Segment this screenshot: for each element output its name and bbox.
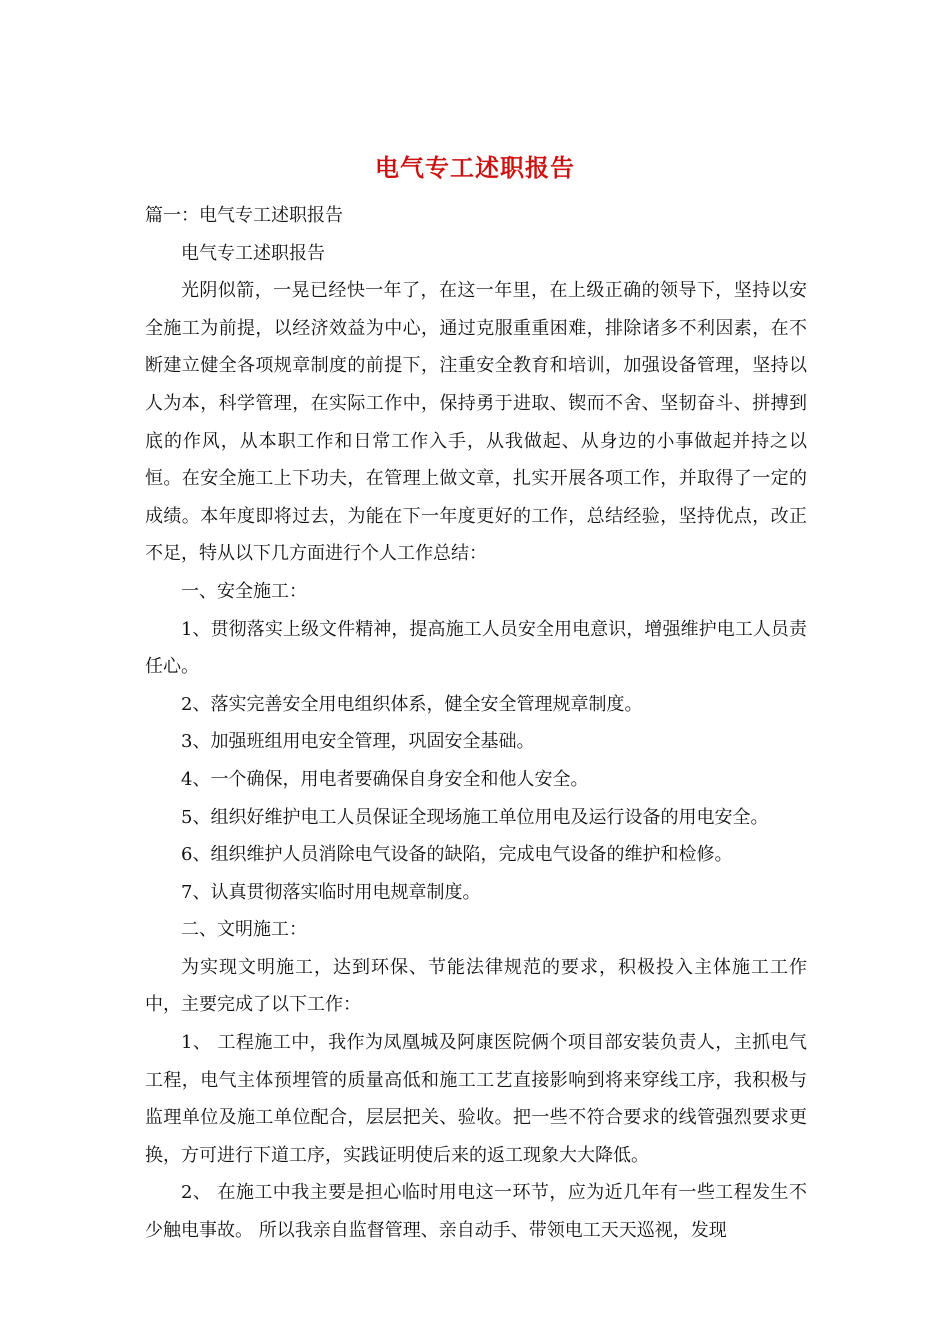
- paragraph: 篇一：电气专工述职报告: [145, 205, 343, 226]
- paragraph: 一、安全施工：: [181, 580, 307, 602]
- paragraph: 2、落实完善安全用电组织体系，健全安全管理规章制度。: [181, 693, 643, 715]
- paragraph: 3、加强班组用电安全管理，巩固安全基础。: [181, 731, 535, 753]
- paragraph: 为实现文明施工，达到环保、节能法律规范的要求，积极投入主体施工工作中，主要完成了以下工作：: [145, 956, 807, 1016]
- paragraph: 2、 在施工中我主要是担心临时用电这一环节，应为近几年有一些工程发生不少触电事故。 所以我亲自监督管理、亲自动手、带领电工天天巡视，发现: [145, 1182, 807, 1242]
- paragraph: 4、一个确保，用电者要确保自身安全和他人安全。: [181, 768, 589, 790]
- paragraph: 5、组织好维护电工人员保证全现场施工单位用电及运行设备的用电安全。: [181, 806, 769, 828]
- paragraph: 1、 工程施工中，我作为凤凰城及阿康医院俩个项目部安装负责人，主抓电气工程，电气主体预埋管的质量高低和施工工艺直接影响到将来穿线工序，我积极与监理单位及施工单位配合，层层把关、验收。把一些不符合要求的线管强烈要求更换，方可进行下道工序，实践证明使后来的返工现象大大降低。: [145, 1032, 807, 1166]
- paragraph: 7、认真贯彻落实临时用电规章制度。: [181, 881, 481, 903]
- paragraph: 6、组织维护人员消除电气设备的缺陷，完成电气设备的维护和检修。: [181, 844, 733, 866]
- paragraph: 二、文明施工：: [181, 919, 307, 941]
- paragraph: 电气专工述职报告: [181, 242, 325, 264]
- document-body: [145, 197, 807, 1250]
- paragraph: 光阴似箭，一晃已经快一年了，在这一年里，在上级正确的领导下，坚持以安全施工为前提，以经济效益为中心，通过克服重重困难，排除诸多不利因素，在不断建立健全各项规章制度的前提下，注重安全教育和培训，加强设备管理，坚持以人为本，科学管理，在实际工作中，保持勇于进取、锲而不舍、坚韧奋斗、拼搏到底的作风，从本职工作和日常工作入手，从我做起、从身边的小事做起并持之以恒。在安全施工上下功夫，在管理上做文章，扎实开展各项工作，并取得了一定的成绩。本年度即将过去，为能在下一年度更好的工作，总结经验，坚持优点，改正不足，特从以下几方面进行个人工作总结：: [145, 280, 807, 565]
- paragraph: 1、贯彻落实上级文件精神，提高施工人员安全用电意识，增强维护电工人员责任心。: [145, 618, 807, 678]
- document-title: 电气专工述职报告: [375, 153, 575, 182]
